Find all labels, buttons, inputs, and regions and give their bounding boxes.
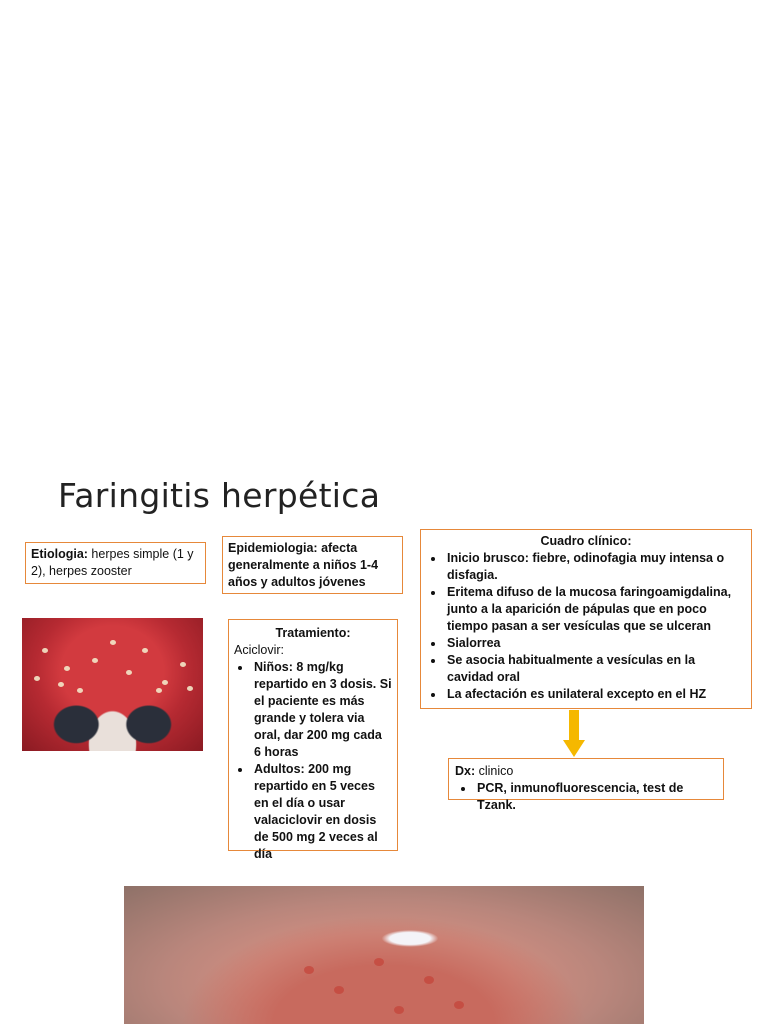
etiologia-box	[25, 542, 206, 584]
epidemiologia-box	[222, 536, 403, 594]
etiologia-label: Etiologia:	[31, 547, 88, 561]
tratamiento-list	[234, 659, 392, 863]
list-item: • Se asocia habitualmente a vesículas en la cavidad oral	[445, 652, 745, 686]
page-title: Faringitis herpética	[58, 476, 381, 515]
etiologia-text: herpes simple (1 y 2), herpes zooster	[31, 547, 194, 578]
tratamiento-drug: Aciclovir:	[234, 643, 285, 657]
list-item: • Eritema difuso de la mucosa faringoamigdalina, junto a la aparición de pápulas que en poco tiempo pasan a ser vesículas que se ulceran	[445, 584, 745, 635]
throat-photo	[22, 618, 203, 751]
dx-text: clinico	[475, 764, 514, 778]
list-item: • Niños: 8 mg/kg repartido en 3 dosis. Si el paciente es más grande y tolera via oral, dar 200 mg cada 6 horas	[252, 659, 392, 761]
cuadro-heading: Cuadro clínico:	[540, 534, 632, 548]
dx-label: Dx:	[455, 764, 476, 778]
mouth-photo	[124, 886, 644, 1024]
list-item: • Sialorrea	[445, 635, 745, 652]
cuadro-list	[427, 550, 745, 703]
tratamiento-heading: Tratamiento:	[275, 626, 351, 640]
epidemiologia-label: Epidemiologia:	[228, 541, 318, 555]
tratamiento-box	[228, 619, 398, 861]
epidemiologia-text: afecta generalmente a niños 1-4 años y adultos jóvenes	[228, 541, 379, 589]
cuadro-clinico-box	[420, 529, 752, 709]
list-item: • La afectación es unilateral excepto en el HZ	[445, 686, 745, 703]
arrow-down-icon	[563, 710, 585, 758]
list-item: • Inicio brusco: fiebre, odinofagia muy intensa o disfagia.	[445, 550, 745, 584]
list-item: • PCR, inmunofluorescencia, test de Tzank.	[475, 780, 717, 814]
dx-box	[448, 758, 724, 812]
list-item: • Adultos: 200 mg repartido en 5 veces en el día o usar valaciclovir en dosis de 500 mg 2 veces al día	[252, 761, 392, 863]
dx-list	[455, 780, 717, 814]
